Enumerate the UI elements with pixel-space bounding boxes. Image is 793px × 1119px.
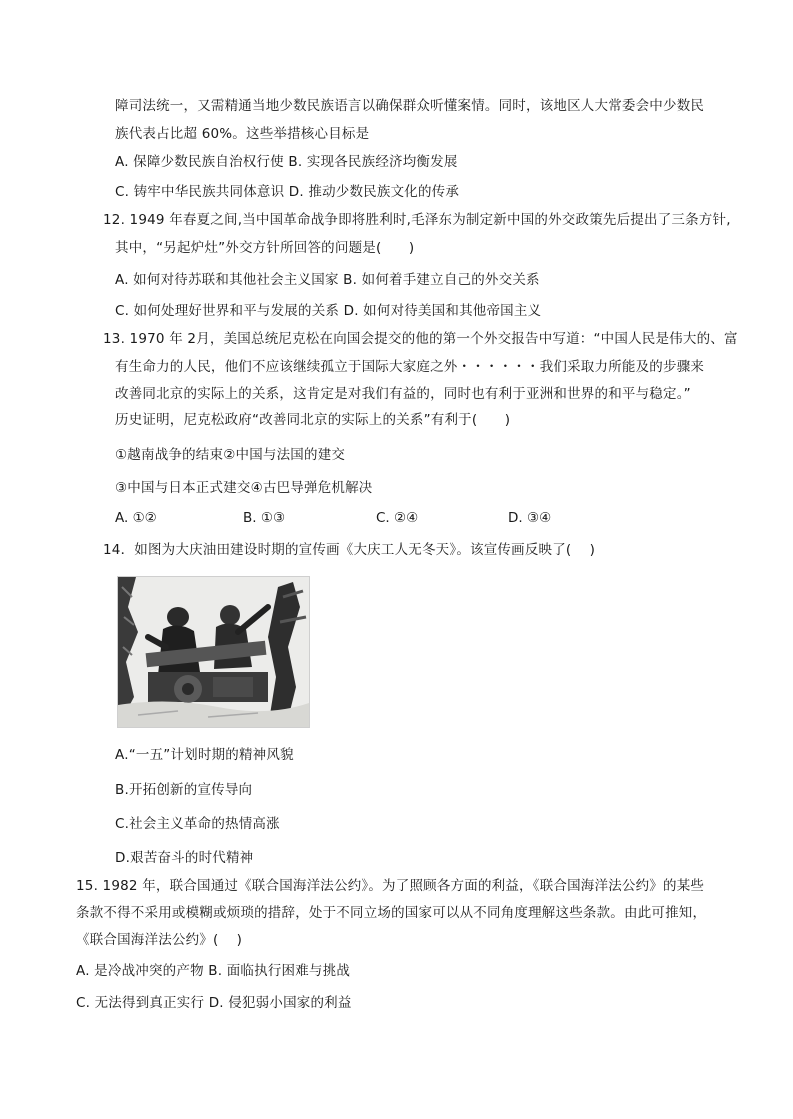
q14-option-a: A.“一五”计划时期的精神风貌 [115,747,294,763]
q15-stem-line: 《联合国海洋法公约》( ) [76,932,243,948]
q14-option-c: C.社会主义革命的热情高涨 [115,816,280,832]
q15-options-ab: A. 是冷战冲突的产物 B. 面临执行困难与挑战 [76,963,351,979]
q13-stem-line: 13. 1970 年 2月，美国总统尼克松在向国会提交的他的第一个外交报告中写道：“中国人民是伟大的、富 [103,331,738,347]
q15-stem-line: 15. 1982 年，联合国通过《联合国海洋法公约》。为了照顾各方面的利益，《联合国海洋法公约》的某些 [76,878,705,894]
q12-options-ab: A. 如何对待苏联和其他社会主义国家 B. 如何着手建立自己的外交关系 [115,272,540,288]
propaganda-poster-image [117,576,310,728]
q11-options-cd: C. 铸牢中华民族共同体意识 D. 推动少数民族文化的传承 [115,184,460,200]
q14-option-d: D.艰苦奋斗的时代精神 [115,850,254,866]
q13-items-12: ①越南战争的结束②中国与法国的建交 [115,447,346,463]
q14-option-b: B.开拓创新的宣传导向 [115,782,253,798]
q13-option-a: A. ①② [115,510,157,526]
q15-options-cd: C. 无法得到真正实行 D. 侵犯弱小国家的利益 [76,995,352,1011]
q12-options-cd: C. 如何处理好世界和平与发展的关系 D. 如何对待美国和其他帝国主义 [115,303,542,319]
q13-option-c: C. ②④ [376,510,419,526]
q13-items-34: ③中国与日本正式建交④古巴导弹危机解决 [115,480,373,496]
q14-stem: 14．如图为大庆油田建设时期的宣传画《大庆工人无冬天》。该宣传画反映了( ) [103,542,596,558]
q12-stem-line: 其中，“另起炉灶”外交方针所回答的问题是( ) [115,240,415,256]
q15-stem-line: 条款不得不采用或模糊或烦琐的措辞，处于不同立场的国家可以从不同角度理解这些条款。由此可推知， [76,905,707,921]
q12-stem-line: 12. 1949 年春夏之间,当中国革命战争即将胜利时,毛泽东为制定新中国的外交政策先后提出了三条方针, [103,212,731,228]
q11-options-ab: A. 保障少数民族自治权行使 B. 实现各民族经济均衡发展 [115,154,458,170]
q13-stem-line: 改善同北京的实际上的关系，这肯定是对我们有益的，同时也有利于亚洲和世界的和平与稳定。” [115,386,691,402]
q13-option-d: D. ③④ [508,510,552,526]
q13-option-b: B. ①③ [243,510,286,526]
q11-stem-line: 障司法统一，又需精通当地少数民族语言以确保群众听懂案情。同时，该地区人大常委会中少数民 [115,98,705,114]
q13-stem-line: 历史证明，尼克松政府“改善同北京的实际上的关系”有利于( ) [115,412,511,428]
q13-stem-line: 有生命力的人民，他们不应该继续孤立于国际大家庭之外・・・・・・我们采取力所能及的步骤来 [115,359,705,375]
q11-stem-line: 族代表占比超 60%。这些举措核心目标是 [115,126,370,142]
